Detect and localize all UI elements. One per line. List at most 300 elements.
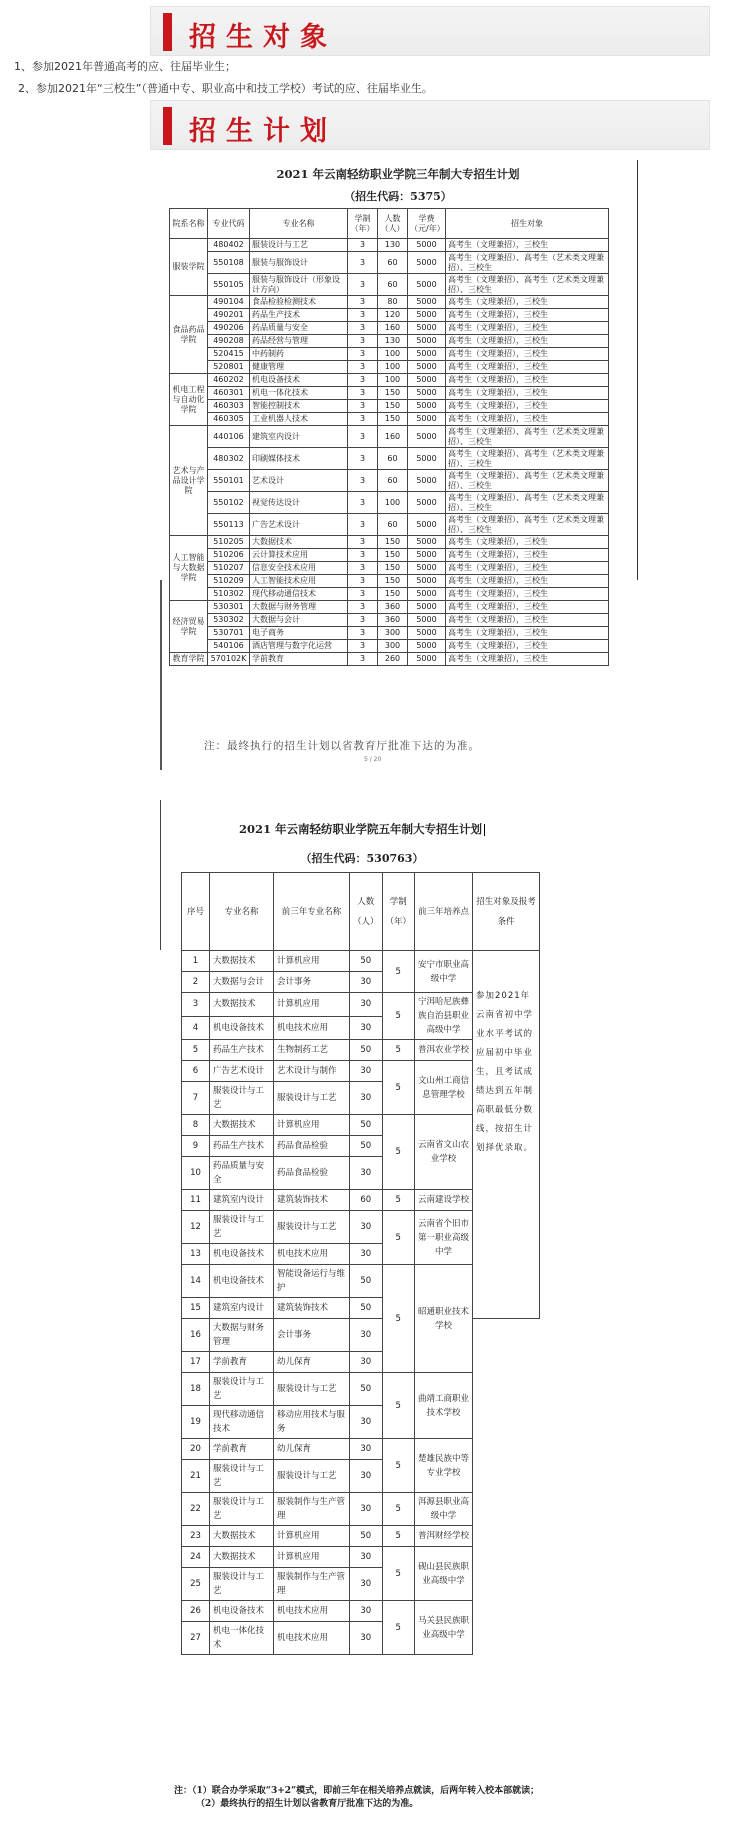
fee-cell: 5000 — [408, 239, 446, 252]
years-cell: 3 — [348, 374, 378, 387]
count-cell: 60 — [350, 1190, 383, 1211]
years-cell: 5 — [382, 1115, 415, 1190]
dept-cell: 艺术与产品设计学院 — [170, 426, 208, 536]
fee-cell: 5000 — [408, 514, 446, 536]
table-row — [170, 322, 609, 335]
count-cell: 30 — [350, 1157, 383, 1190]
col-header: 招生对象 — [446, 209, 609, 239]
years-cell: 3 — [348, 492, 378, 514]
count-cell: 30 — [350, 1244, 383, 1265]
major-name-cell: 信息安全技术应用 — [250, 562, 348, 575]
target-cell: 高考生（文理兼招），三校生 — [446, 614, 609, 627]
years-cell: 3 — [348, 562, 378, 575]
major-name-cell: 云计算技术应用 — [250, 549, 348, 562]
major-code-cell: 490104 — [208, 296, 250, 309]
plan5-title-wrap — [160, 821, 564, 837]
table-header-row — [182, 873, 547, 951]
site-cell: 安宁市职业高级中学 — [415, 951, 473, 993]
fee-cell: 5000 — [408, 562, 446, 575]
fee-cell: 5000 — [408, 322, 446, 335]
target-cell: 高考生（文理兼招）、高考生（艺术类文理兼招）、三校生 — [446, 448, 609, 470]
count-cell: 260 — [378, 653, 408, 666]
site-cell: 昭通职业技术学校 — [415, 1265, 473, 1373]
requirement-item: 1、参加2021年普通高考的应、往届毕业生； — [14, 60, 236, 73]
major-code-cell: 540106 — [208, 640, 250, 653]
years-cell: 3 — [348, 588, 378, 601]
major-code-cell: 510209 — [208, 575, 250, 588]
seq-cell: 6 — [182, 1061, 210, 1082]
pre-major-cell: 计算机应用 — [274, 1526, 350, 1547]
count-cell: 60 — [378, 252, 408, 274]
seq-cell: 23 — [182, 1526, 210, 1547]
pre-major-cell: 计算机应用 — [274, 993, 350, 1017]
count-cell: 160 — [378, 322, 408, 335]
major-name-cell: 广告艺术设计 — [250, 514, 348, 536]
seq-cell: 17 — [182, 1352, 210, 1373]
count-cell: 30 — [350, 1406, 383, 1439]
target-cell: 高考生（文理兼招），三校生 — [446, 296, 609, 309]
major-name-cell: 大数据技术 — [250, 536, 348, 549]
major-cell: 建筑室内设计 — [210, 1298, 274, 1319]
count-cell: 160 — [378, 426, 408, 448]
major-code-cell: 550108 — [208, 252, 250, 274]
pre-major-cell: 艺术设计与制作 — [274, 1061, 350, 1082]
major-cell: 大数据技术 — [210, 993, 274, 1017]
major-cell: 学前教育 — [210, 1352, 274, 1373]
table-row — [170, 309, 609, 322]
site-cell: 马关县民族职业高级中学 — [415, 1601, 473, 1655]
major-cell: 现代移动通信技术 — [210, 1406, 274, 1439]
major-cell: 药品生产技术 — [210, 1040, 274, 1061]
fee-cell: 5000 — [408, 374, 446, 387]
table-row — [182, 1373, 547, 1406]
years-cell: 5 — [382, 1040, 415, 1061]
major-name-cell: 人工智能技术应用 — [250, 575, 348, 588]
major-cell: 机电设备技术 — [210, 1244, 274, 1265]
major-code-cell: 550101 — [208, 470, 250, 492]
years-cell: 3 — [348, 413, 378, 426]
seq-cell: 8 — [182, 1115, 210, 1136]
years-cell: 3 — [348, 426, 378, 448]
section-banner-target — [150, 6, 710, 56]
count-cell: 150 — [378, 413, 408, 426]
major-name-cell: 服装与服饰设计 — [250, 252, 348, 274]
count-cell: 30 — [350, 1622, 383, 1655]
major-code-cell: 570102K — [208, 653, 250, 666]
years-cell: 3 — [348, 653, 378, 666]
target-cell: 高考生（文理兼招），三校生 — [446, 588, 609, 601]
seq-cell: 1 — [182, 951, 210, 972]
count-cell: 150 — [378, 562, 408, 575]
major-code-cell: 530301 — [208, 601, 250, 614]
major-cell: 大数据与财务管理 — [210, 1319, 274, 1352]
table-row — [170, 361, 609, 374]
fee-cell: 5000 — [408, 335, 446, 348]
pre-major-cell: 建筑装饰技术 — [274, 1298, 350, 1319]
target-cell: 高考生（文理兼招），三校生 — [446, 562, 609, 575]
major-cell: 大数据技术 — [210, 1115, 274, 1136]
pre-major-cell: 服装制作与生产管理 — [274, 1493, 350, 1526]
requirement-item: 2、参加2021年“三校生”（普通中专、职业高中和技工学校）考试的应、往届毕业生。 — [18, 82, 433, 95]
seq-cell: 24 — [182, 1547, 210, 1568]
major-name-cell: 智能控制技术 — [250, 400, 348, 413]
count-cell: 60 — [378, 514, 408, 536]
site-cell: 云南省个旧市第一职业高级中学 — [415, 1211, 473, 1265]
major-name-cell: 机电一体化技术 — [250, 387, 348, 400]
fee-cell: 5000 — [408, 588, 446, 601]
years-cell: 3 — [348, 239, 378, 252]
fee-cell: 5000 — [408, 400, 446, 413]
count-cell: 50 — [350, 1265, 383, 1298]
count-cell: 360 — [378, 601, 408, 614]
major-code-cell: 480302 — [208, 448, 250, 470]
years-cell: 3 — [348, 252, 378, 274]
pre-major-cell: 计算机应用 — [274, 1547, 350, 1568]
count-cell: 30 — [350, 972, 383, 993]
major-code-cell: 550113 — [208, 514, 250, 536]
fee-cell: 5000 — [408, 575, 446, 588]
major-code-cell: 480402 — [208, 239, 250, 252]
site-cell: 洱源县职业高级中学 — [415, 1493, 473, 1526]
count-cell: 30 — [350, 1016, 383, 1040]
years-cell: 3 — [348, 387, 378, 400]
major-name-cell: 服装设计与工艺 — [250, 239, 348, 252]
count-cell: 30 — [350, 1352, 383, 1373]
table-row — [170, 387, 609, 400]
plan3-title: 2021 年云南轻纺职业学院三年制大专招生计划 — [276, 167, 520, 181]
table-row — [182, 1568, 547, 1601]
table-row — [170, 627, 609, 640]
three-year-plan-sheet — [164, 160, 632, 770]
pre-major-cell: 移动应用技术与服务 — [274, 1406, 350, 1439]
table-row — [170, 549, 609, 562]
major-cell: 服装设计与工艺 — [210, 1568, 274, 1601]
banner-accent-bar — [163, 13, 172, 51]
years-cell: 3 — [348, 348, 378, 361]
seq-cell: 3 — [182, 993, 210, 1017]
pre-major-cell: 建筑装饰技术 — [274, 1190, 350, 1211]
target-cell: 高考生（文理兼招），三校生 — [446, 361, 609, 374]
target-cell: 高考生（文理兼招）、高考生（艺术类文理兼招）、三校生 — [446, 492, 609, 514]
count-cell: 150 — [378, 387, 408, 400]
count-cell: 150 — [378, 536, 408, 549]
seq-cell: 5 — [182, 1040, 210, 1061]
years-cell: 3 — [348, 309, 378, 322]
plan5-code: （招生代码：530763） — [300, 852, 424, 865]
years-cell: 3 — [348, 640, 378, 653]
target-cell: 高考生（文理兼招），三校生 — [446, 413, 609, 426]
pre-major-cell: 计算机应用 — [274, 951, 350, 972]
major-name-cell: 视觉传达设计 — [250, 492, 348, 514]
count-cell: 30 — [350, 1319, 383, 1352]
count-cell: 60 — [378, 448, 408, 470]
seq-cell: 19 — [182, 1406, 210, 1439]
plan3-table — [169, 208, 609, 666]
table-row — [182, 1493, 547, 1526]
count-cell: 300 — [378, 627, 408, 640]
target-cell: 高考生（文理兼招），三校生 — [446, 640, 609, 653]
seq-cell: 20 — [182, 1439, 210, 1460]
seq-cell: 16 — [182, 1319, 210, 1352]
seq-cell: 15 — [182, 1298, 210, 1319]
col-header: 前三年培养点 — [415, 873, 473, 951]
table-row — [182, 1460, 547, 1493]
seq-cell: 14 — [182, 1265, 210, 1298]
pre-major-cell: 生物制药工艺 — [274, 1040, 350, 1061]
site-cell: 砚山县民族职业高级中学 — [415, 1547, 473, 1601]
seq-cell: 18 — [182, 1373, 210, 1406]
target-cell: 高考生（文理兼招），三校生 — [446, 348, 609, 361]
major-name-cell: 工业机器人技术 — [250, 413, 348, 426]
seq-cell: 11 — [182, 1190, 210, 1211]
site-cell: 云南建设学校 — [415, 1190, 473, 1211]
plan5-note: 注：（1）联合办学采取“3+2”模式，即前三年在相关培养点就读，后两年转入校本部就读； — [174, 1786, 540, 1796]
table-row — [170, 274, 609, 296]
table-header-row — [170, 209, 609, 239]
target-cell: 高考生（文理兼招），三校生 — [446, 653, 609, 666]
fee-cell: 5000 — [408, 361, 446, 374]
major-cell: 大数据与会计 — [210, 972, 274, 993]
seq-cell: 7 — [182, 1082, 210, 1115]
fee-cell: 5000 — [408, 614, 446, 627]
plan3-note: 注：最终执行的招生计划以省教育厅批准下达的为准。 — [204, 740, 480, 752]
major-name-cell: 建筑室内设计 — [250, 426, 348, 448]
col-header: 序号 — [182, 873, 210, 951]
years-cell: 5 — [382, 1439, 415, 1493]
fee-cell: 5000 — [408, 549, 446, 562]
years-cell: 5 — [382, 1190, 415, 1211]
page-number: 5 / 20 — [364, 756, 382, 763]
table-row — [182, 1601, 547, 1622]
years-cell: 3 — [348, 335, 378, 348]
pre-major-cell: 机电技术应用 — [274, 1016, 350, 1040]
target-cell: 高考生（文理兼招），三校生 — [446, 549, 609, 562]
major-cell: 服装设计与工艺 — [210, 1082, 274, 1115]
site-cell: 楚雄民族中等专业学校 — [415, 1439, 473, 1493]
fee-cell: 5000 — [408, 296, 446, 309]
years-cell: 5 — [382, 1373, 415, 1439]
col-header: 专业名称 — [250, 209, 348, 239]
table-row — [170, 536, 609, 549]
fee-cell: 5000 — [408, 274, 446, 296]
count-cell: 50 — [350, 1115, 383, 1136]
years-cell: 5 — [382, 951, 415, 993]
years-cell: 5 — [382, 1211, 415, 1265]
table-row — [170, 426, 609, 448]
section-title: 招生对象 — [189, 22, 337, 53]
col-header: 专业代码 — [208, 209, 250, 239]
table-row — [170, 514, 609, 536]
years-cell: 5 — [382, 1547, 415, 1601]
count-cell: 130 — [378, 335, 408, 348]
count-cell: 30 — [350, 1439, 383, 1460]
pre-major-cell: 会计事务 — [274, 1319, 350, 1352]
count-cell: 100 — [378, 348, 408, 361]
count-cell: 150 — [378, 588, 408, 601]
major-code-cell: 460303 — [208, 400, 250, 413]
count-cell: 150 — [378, 575, 408, 588]
major-cell: 机电设备技术 — [210, 1265, 274, 1298]
table-row — [182, 1352, 547, 1373]
table-row — [170, 239, 609, 252]
table-row — [170, 562, 609, 575]
table-row — [170, 400, 609, 413]
years-cell: 3 — [348, 361, 378, 374]
seq-cell: 2 — [182, 972, 210, 993]
col-header: 院系名称 — [170, 209, 208, 239]
count-cell: 120 — [378, 309, 408, 322]
table-row — [170, 448, 609, 470]
col-header: 学制（年） — [348, 209, 378, 239]
col-header: 人数（人） — [350, 873, 383, 951]
col-header: 学费（元/年） — [408, 209, 446, 239]
five-year-plan-sheet — [160, 800, 564, 1836]
years-cell: 3 — [348, 322, 378, 335]
count-cell: 30 — [350, 1601, 383, 1622]
pre-major-cell: 机电技术应用 — [274, 1244, 350, 1265]
pre-major-cell: 机电技术应用 — [274, 1622, 350, 1655]
major-cell: 机电设备技术 — [210, 1016, 274, 1040]
plan5-notes — [174, 1785, 539, 1811]
count-cell: 50 — [350, 1136, 383, 1157]
col-header: 前三年专业名称 — [274, 873, 350, 951]
major-cell: 服装设计与工艺 — [210, 1211, 274, 1244]
fee-cell: 5000 — [408, 653, 446, 666]
major-code-cell: 490208 — [208, 335, 250, 348]
major-name-cell: 现代移动通信技术 — [250, 588, 348, 601]
col-header: 人数（人） — [378, 209, 408, 239]
major-name-cell: 中药制药 — [250, 348, 348, 361]
major-code-cell: 530701 — [208, 627, 250, 640]
major-name-cell: 电子商务 — [250, 627, 348, 640]
fee-cell: 5000 — [408, 492, 446, 514]
pre-major-cell: 服装设计与工艺 — [274, 1460, 350, 1493]
major-code-cell: 460202 — [208, 374, 250, 387]
target-cell: 高考生（文理兼招）、高考生（艺术类文理兼招）、三校生 — [446, 514, 609, 536]
table-row — [170, 470, 609, 492]
table-row — [170, 252, 609, 274]
pre-major-cell: 服装设计与工艺 — [274, 1082, 350, 1115]
seq-cell: 26 — [182, 1601, 210, 1622]
major-cell: 药品生产技术 — [210, 1136, 274, 1157]
major-code-cell: 510302 — [208, 588, 250, 601]
target-cell: 高考生（文理兼招），三校生 — [446, 575, 609, 588]
major-name-cell: 药品经营与管理 — [250, 335, 348, 348]
major-cell: 服装设计与工艺 — [210, 1460, 274, 1493]
major-code-cell: 510205 — [208, 536, 250, 549]
count-cell: 30 — [350, 1547, 383, 1568]
plan5-title: 2021 年云南轻纺职业学院五年制大专招生计划 — [238, 822, 482, 836]
count-cell: 50 — [350, 1373, 383, 1406]
count-cell: 130 — [378, 239, 408, 252]
count-cell: 30 — [350, 1460, 383, 1493]
pre-major-cell: 幼儿保育 — [274, 1352, 350, 1373]
target-cell: 高考生（文理兼招），三校生 — [446, 322, 609, 335]
count-cell: 50 — [350, 1040, 383, 1061]
count-cell: 50 — [350, 1526, 383, 1547]
fee-cell: 5000 — [408, 413, 446, 426]
target-cell: 高考生（文理兼招），三校生 — [446, 387, 609, 400]
col-header: 招生对象及报考条件 — [473, 873, 540, 951]
dept-cell: 服装学院 — [170, 239, 208, 296]
count-cell: 60 — [378, 470, 408, 492]
site-cell: 文山州工商信息管理学校 — [415, 1061, 473, 1115]
scan-edge — [160, 580, 162, 770]
major-name-cell: 大数据与会计 — [250, 614, 348, 627]
table-row — [182, 1439, 547, 1460]
major-code-cell: 460305 — [208, 413, 250, 426]
site-cell: 曲靖工商职业技术学校 — [415, 1373, 473, 1439]
text-cursor — [484, 824, 485, 836]
dept-cell: 经济贸易学院 — [170, 601, 208, 653]
major-name-cell: 酒店管理与数字化运营 — [250, 640, 348, 653]
fee-cell: 5000 — [408, 601, 446, 614]
seq-cell: 4 — [182, 1016, 210, 1040]
banner-accent-bar — [163, 107, 172, 145]
pre-major-cell: 药品食品检验 — [274, 1136, 350, 1157]
years-cell: 5 — [382, 1265, 415, 1373]
site-cell: 普洱财经学校 — [415, 1526, 473, 1547]
seq-cell: 27 — [182, 1622, 210, 1655]
major-code-cell: 510207 — [208, 562, 250, 575]
blank-cell — [540, 1211, 547, 1547]
target-cell: 高考生（文理兼招），三校生 — [446, 536, 609, 549]
count-cell: 150 — [378, 400, 408, 413]
table-row — [182, 951, 547, 972]
count-cell: 50 — [350, 951, 383, 972]
seq-cell: 13 — [182, 1244, 210, 1265]
table-row — [170, 601, 609, 614]
target-cell: 高考生（文理兼招），三校生 — [446, 601, 609, 614]
dept-cell: 教育学院 — [170, 653, 208, 666]
table-row — [182, 1319, 547, 1352]
site-cell: 云南省文山农业学校 — [415, 1115, 473, 1190]
major-cell: 学前教育 — [210, 1439, 274, 1460]
years-cell: 3 — [348, 296, 378, 309]
count-cell: 30 — [350, 1568, 383, 1601]
target-cell: 高考生（文理兼招），三校生 — [446, 335, 609, 348]
major-name-cell: 食品检验检测技术 — [250, 296, 348, 309]
major-name-cell: 机电设备技术 — [250, 374, 348, 387]
count-cell: 30 — [350, 1211, 383, 1244]
table-row — [170, 374, 609, 387]
major-code-cell: 510206 — [208, 549, 250, 562]
major-code-cell: 460301 — [208, 387, 250, 400]
years-cell: 3 — [348, 274, 378, 296]
count-cell: 50 — [350, 1298, 383, 1319]
count-cell: 100 — [378, 492, 408, 514]
target-cell: 高考生（文理兼招）、高考生（艺术类文理兼招）、三校生 — [446, 470, 609, 492]
major-code-cell: 550102 — [208, 492, 250, 514]
count-cell: 80 — [378, 296, 408, 309]
table-row — [170, 614, 609, 627]
table-row — [182, 1547, 547, 1568]
fee-cell: 5000 — [408, 252, 446, 274]
target-cell: 高考生（文理兼招），三校生 — [446, 627, 609, 640]
major-cell: 机电一体化技术 — [210, 1622, 274, 1655]
scan-edge — [160, 800, 161, 950]
count-cell: 30 — [350, 1082, 383, 1115]
pre-major-cell: 服装设计与工艺 — [274, 1373, 350, 1406]
years-cell: 3 — [348, 614, 378, 627]
site-cell: 宁洱哈尼族彝族自治县职业高级中学 — [415, 993, 473, 1040]
major-cell: 大数据技术 — [210, 1547, 274, 1568]
table-row — [182, 1622, 547, 1655]
target-cell: 高考生（文理兼招），三校生 — [446, 374, 609, 387]
target-note-cell: 参加2021年云南省初中学业水平考试的应届初中毕业生，且考试成绩达到五年制高职最低分数线，按招生计划择优录取。 — [473, 951, 540, 1319]
major-cell: 广告艺术设计 — [210, 1061, 274, 1082]
major-code-cell: 520415 — [208, 348, 250, 361]
